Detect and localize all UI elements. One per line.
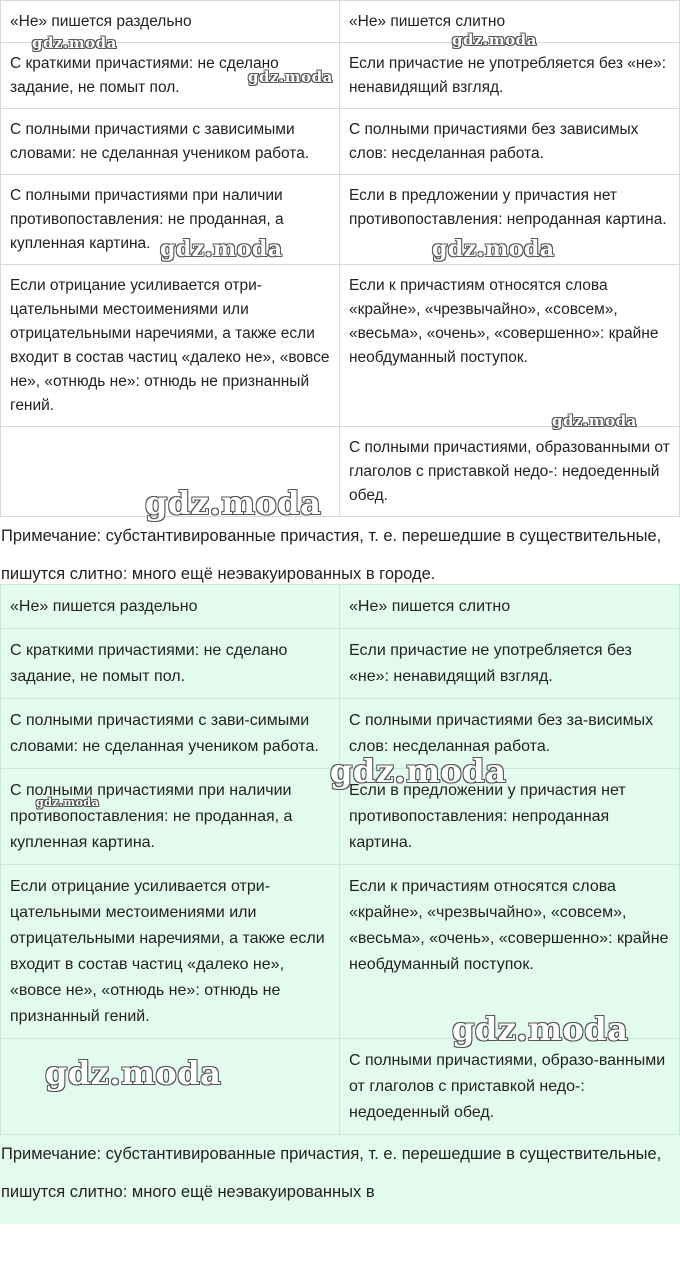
table-header-row — [1, 1, 680, 43]
watermark-logo: gdz.moda — [145, 484, 322, 522]
rule-separate: С краткими причастиями: не сделано задание, не помыт пол. — [1, 629, 340, 699]
rule-separate-empty — [1, 1039, 340, 1135]
rule-joined: Если в предложении у причастия нет противопоставления: непроданная картина. — [340, 175, 680, 265]
rule-joined: Если причастие не употребляется без «не»: ненавидящий взгляд. — [340, 629, 680, 699]
table-row — [1, 865, 680, 1039]
rule-separate: С полными причастиями при наличии противопоставления: не проданная, а купленная картина. — [1, 175, 340, 265]
header-joined: «Не» пишется слитно — [340, 585, 680, 629]
rule-separate-empty — [1, 427, 340, 517]
watermark-logo: gdz.moda — [552, 412, 637, 430]
rules-table-plain — [0, 0, 680, 517]
watermark-logo: gdz.moda — [452, 31, 537, 49]
header-joined: «Не» пишется слитно — [340, 1, 680, 43]
table-row — [1, 109, 680, 175]
rule-joined: С полными причастиями без за-висимых слов: несделанная работа. — [340, 699, 680, 769]
rule-separate: Если отрицание усиливается отри-цательными местоимениями или отрицательными наречиями, а также если входит в состав частиц «далеко не», «вовсе не», «отнюдь не»: отнюдь не признанный гений. — [1, 865, 340, 1039]
table-row — [1, 1039, 680, 1135]
table-header-row — [1, 585, 680, 629]
rule-joined: С полными причастиями без зависимых слов: несделанная работа. — [340, 109, 680, 175]
table-row — [1, 43, 680, 109]
rule-joined: С полными причастиями, образованными от глаголов с приставкой недо-: недоеденный обед. — [340, 427, 680, 517]
rules-section-highlighted — [0, 584, 680, 1224]
watermark-logo: gdz.moda — [452, 1010, 629, 1048]
rule-joined: Если к причастиям относятся слова «крайне», «чрезвычайно», «совсем», «весьма», «очень», «совершенно»: крайне необдуманный поступок. — [340, 265, 680, 427]
rule-joined: Если в предложении у причастия нет противопоставления: непроданная картина. — [340, 769, 680, 865]
note-text: Примечание: субстантивированные причастия, т. е. перешедшие в существительные, пишутся слитно: много ещё неэвакуированных в городе. — [1, 527, 662, 583]
watermark-logo: gdz.moda — [32, 34, 117, 52]
rules-section-plain — [0, 0, 680, 593]
rule-joined: Если причастие не употребляется без «не»: ненавидящий взгляд. — [340, 43, 680, 109]
rule-separate: С полными причастиями при наличии противопоставления: не проданная, а купленная картина. — [1, 769, 340, 865]
table-row — [1, 629, 680, 699]
rule-separate: С полными причастиями с зависимыми словами: не сделанная учеником работа. — [1, 109, 340, 175]
rule-separate: С краткими причастиями: не сделано задание, не помыт пол. — [1, 43, 340, 109]
note-text: Примечание: субстантивированные причастия, т. е. перешедшие в существительные, пишутся слитно: много ещё неэвакуированных в — [1, 1145, 662, 1201]
table-row — [1, 769, 680, 865]
watermark-logo: gdz.moda — [36, 796, 100, 809]
rule-joined: Если к причастиям относятся слова «крайне», «чрезвычайно», «совсем», «весьма», «очень», «совершенно»: крайне необдуманный поступок. — [340, 865, 680, 1039]
header-separate: «Не» пишется раздельно — [1, 1, 340, 43]
watermark-logo: gdz.moda — [432, 236, 555, 262]
header-separate: «Не» пишется раздельно — [1, 585, 340, 629]
table-row — [1, 427, 680, 517]
table-row — [1, 699, 680, 769]
watermark-logo: gdz.moda — [45, 1054, 222, 1092]
watermark-logo: gdz.moda — [248, 68, 333, 86]
rule-separate: С полными причастиями с зави-симыми словами: не сделанная учеником работа. — [1, 699, 340, 769]
table-row — [1, 265, 680, 427]
table-row — [1, 175, 680, 265]
rule-separate: Если отрицание усиливается отри-цательными местоимениями или отрицательными наречиями, а также если входит в состав частиц «далеко не», «вовсе не», «отнюдь не»: отнюдь не признанный гений. — [1, 265, 340, 427]
rules-table-highlighted — [0, 584, 680, 1135]
rule-joined: С полными причастиями, образо-ванными от глаголов с приставкой недо-: недоеденный обед. — [340, 1039, 680, 1135]
watermark-logo: gdz.moda — [160, 236, 283, 262]
watermark-logo: gdz.moda — [330, 752, 507, 790]
